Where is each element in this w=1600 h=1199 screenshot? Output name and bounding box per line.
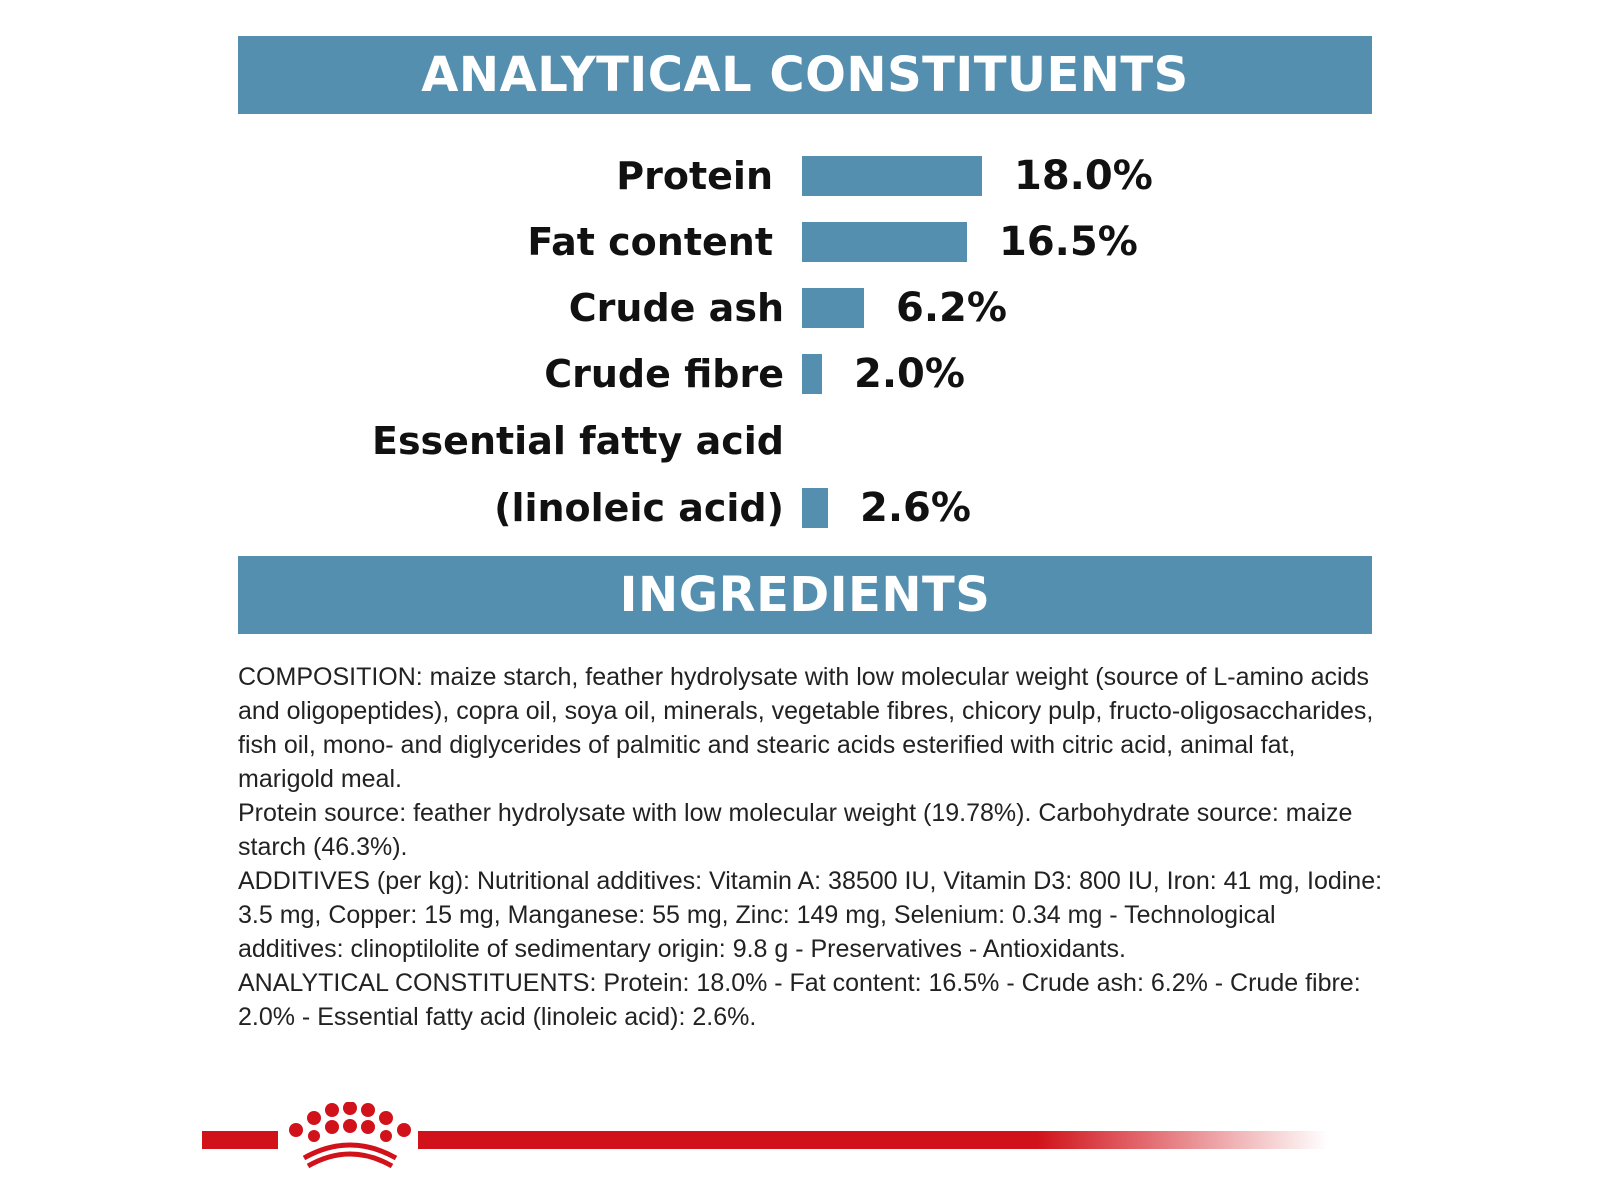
constituent-label: Crude fibre — [544, 352, 784, 396]
constituent-bar — [802, 288, 864, 328]
royal-canin-crown-icon — [284, 1102, 416, 1170]
constituent-value: 2.0% — [854, 351, 965, 397]
constituent-row-ash — [0, 278, 1600, 338]
ingredients-text — [238, 660, 1388, 1034]
constituent-row-fat — [0, 212, 1600, 272]
constituent-row-protein — [0, 146, 1600, 206]
constituent-value: 16.5% — [999, 219, 1138, 265]
constituent-bar — [802, 222, 967, 262]
constituent-value: 6.2% — [896, 285, 1007, 331]
constituent-bar — [802, 488, 828, 528]
constituent-value: 2.6% — [860, 485, 971, 531]
ingredients-header: INGREDIENTS — [238, 556, 1372, 634]
constituent-row-fibre — [0, 344, 1600, 404]
constituent-label: (linoleic acid) — [494, 486, 784, 530]
constituent-bar — [802, 354, 822, 394]
constituent-row-linoleic — [0, 478, 1600, 538]
footer-red-line-right — [418, 1131, 1328, 1149]
additives-paragraph: ADDITIVES (per kg): Nutritional additives: Vitamin A: 38500 IU, Vitamin D3: 800 IU, Iron: 41 mg, Iodine: 3.5 mg, Copper: 15 mg, Manganese: 55 mg, Zinc: 149 mg, Selenium: 0.34 mg - Technological additives: clinoptilolite of sedimentary origin: 9.8 g - Preservatives - Antioxidants. — [238, 867, 1383, 963]
constituent-bar — [802, 156, 982, 196]
constituent-label: Crude ash — [568, 286, 784, 330]
constituent-value: 18.0% — [1014, 153, 1153, 199]
analytical-constituents-header: ANALYTICAL CONSTITUENTS — [238, 36, 1372, 114]
analytical-summary-paragraph: ANALYTICAL CONSTITUENTS: Protein: 18.0% - Fat content: 16.5% - Crude ash: 6.2% - Crude fibre: 2.0% - Essential fatty acid (linoleic acid): 2.6%. — [238, 969, 1361, 1031]
constituent-label: Fat content — [527, 220, 773, 264]
protein-source-paragraph: Protein source: feather hydrolysate with low molecular weight (19.78%). Carbohydrate source: maize starch (46.3%). — [238, 799, 1353, 861]
constituent-label-line1: Essential fatty acid — [371, 419, 784, 463]
composition-paragraph: COMPOSITION: maize starch, feather hydrolysate with low molecular weight (source of L-amino acids and oligopeptides), copra oil, soya oil, minerals, vegetable fibres, chicory pulp, fructo-oligosaccharides, fish oil, mono- and diglycerides of palmitic and stearic acids esterified with citric acid, animal fat, marigold meal. — [238, 663, 1374, 793]
constituent-label: Protein — [616, 154, 773, 198]
footer-red-line-left — [202, 1131, 278, 1149]
